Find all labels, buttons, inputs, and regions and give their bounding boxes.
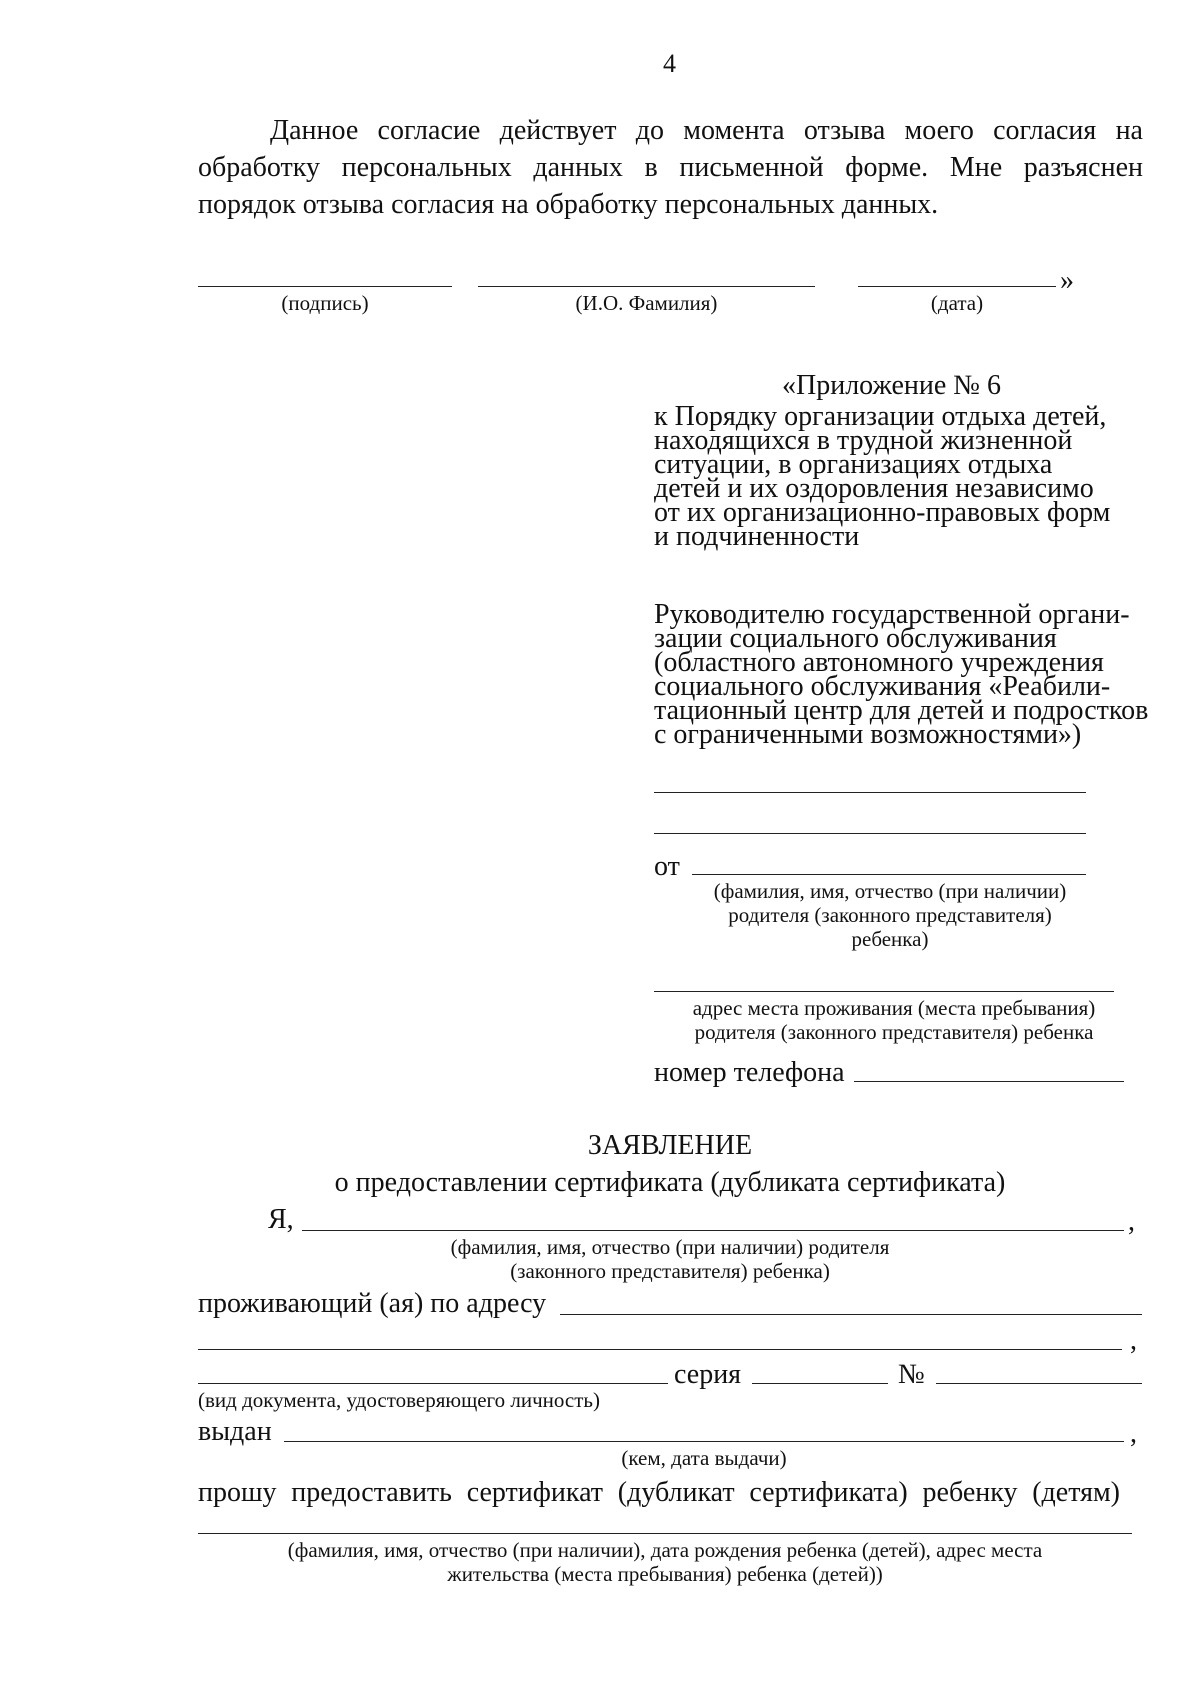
from-line	[692, 874, 1086, 875]
applicant-line	[302, 1230, 1124, 1231]
issued-label: выдан	[198, 1416, 272, 1447]
comma: ,	[1130, 1418, 1137, 1449]
addressee-blank-line	[654, 792, 1086, 793]
number-line	[936, 1383, 1142, 1384]
addressee-line: социального обслуживания «Реабили-	[654, 671, 1111, 702]
request-text: прошу предоставить сертификат (дубликат сертификата) ребенку (детям)	[198, 1477, 1120, 1508]
ya-label: Я,	[268, 1204, 294, 1235]
addressee-line: Руководителю государственной органи-	[654, 599, 1130, 630]
residing-label: проживающий (ая) по адресу	[198, 1288, 547, 1319]
addressee-line: тационный центр для детей и подростков	[654, 695, 1149, 726]
document-type-line	[198, 1383, 668, 1384]
appendix-line: ситуации, в организациях отдыха	[654, 449, 1053, 480]
issued-caption: (кем, дата выдачи)	[621, 1446, 787, 1470]
closing-quote: »	[1060, 265, 1074, 296]
addressee-line: (областного автономного учреждения	[654, 647, 1104, 678]
from-caption: ребенка)	[851, 927, 929, 951]
consent-line-1: Данное согласие действует до момента отзыва моего согласия на	[270, 115, 1143, 146]
appendix-line: находящихся в трудной жизненной	[654, 425, 1073, 456]
phone-line	[854, 1081, 1124, 1082]
signature-caption: (подпись)	[281, 291, 369, 315]
date-caption: (дата)	[930, 291, 984, 315]
series-label: серия	[674, 1359, 742, 1390]
statement-subtitle: о предоставлении сертификата (дубликата сертификата)	[334, 1167, 1006, 1198]
addressee-line: с ограниченными возможностями»)	[654, 719, 1082, 750]
consent-line-3: порядок отзыва согласия на обработку персональных данных.	[198, 189, 939, 220]
appendix-line: к Порядку организации отдыха детей,	[654, 401, 1107, 432]
from-caption: родителя (законного представителя)	[728, 903, 1052, 927]
address-caption: родителя (законного представителя) ребенка	[694, 1020, 1094, 1044]
applicant-caption: (фамилия, имя, отчество (при наличии) родителя	[450, 1235, 890, 1259]
signature-line	[198, 286, 452, 287]
appendix-line: детей и их оздоровления независимо	[654, 473, 1094, 504]
comma: ,	[1128, 1206, 1135, 1237]
name-caption: (И.О. Фамилия)	[575, 291, 718, 315]
name-line	[478, 286, 815, 287]
applicant-caption: (законного представителя) ребенка)	[510, 1259, 830, 1283]
date-line	[858, 286, 1056, 287]
issued-line	[284, 1441, 1124, 1442]
comma: ,	[1130, 1325, 1137, 1356]
phone-label: номер телефона	[654, 1057, 845, 1088]
child-caption: жительства (места пребывания) ребенка (детей))	[447, 1562, 883, 1586]
child-caption: (фамилия, имя, отчество (при наличии), дата рождения ребенка (детей), адрес места	[287, 1538, 1043, 1562]
document-caption: (вид документа, удостоверяющего личность)	[198, 1388, 601, 1412]
appendix-line: и подчиненности	[654, 521, 860, 552]
address-caption: адрес места проживания (места пребывания)	[692, 996, 1096, 1020]
child-line	[198, 1533, 1132, 1534]
addressee-line: зации социального обслуживания	[654, 623, 1057, 654]
addressee-blank-line	[654, 833, 1086, 834]
series-line	[752, 1383, 888, 1384]
from-label: от	[654, 851, 680, 882]
number-label: №	[898, 1359, 925, 1390]
residing-line-2	[198, 1349, 1122, 1350]
from-caption: (фамилия, имя, отчество (при наличии)	[713, 879, 1067, 903]
appendix-title: «Приложение № 6	[782, 370, 1001, 401]
page-number: 4	[663, 49, 676, 78]
statement-title: ЗАЯВЛЕНИЕ	[587, 1130, 753, 1161]
consent-line-2: обработку персональных данных в письменной форме. Мне разъяснен	[198, 152, 1143, 183]
appendix-line: от их организационно-правовых форм	[654, 497, 1111, 528]
residing-line	[560, 1314, 1142, 1315]
address-line	[654, 991, 1114, 992]
